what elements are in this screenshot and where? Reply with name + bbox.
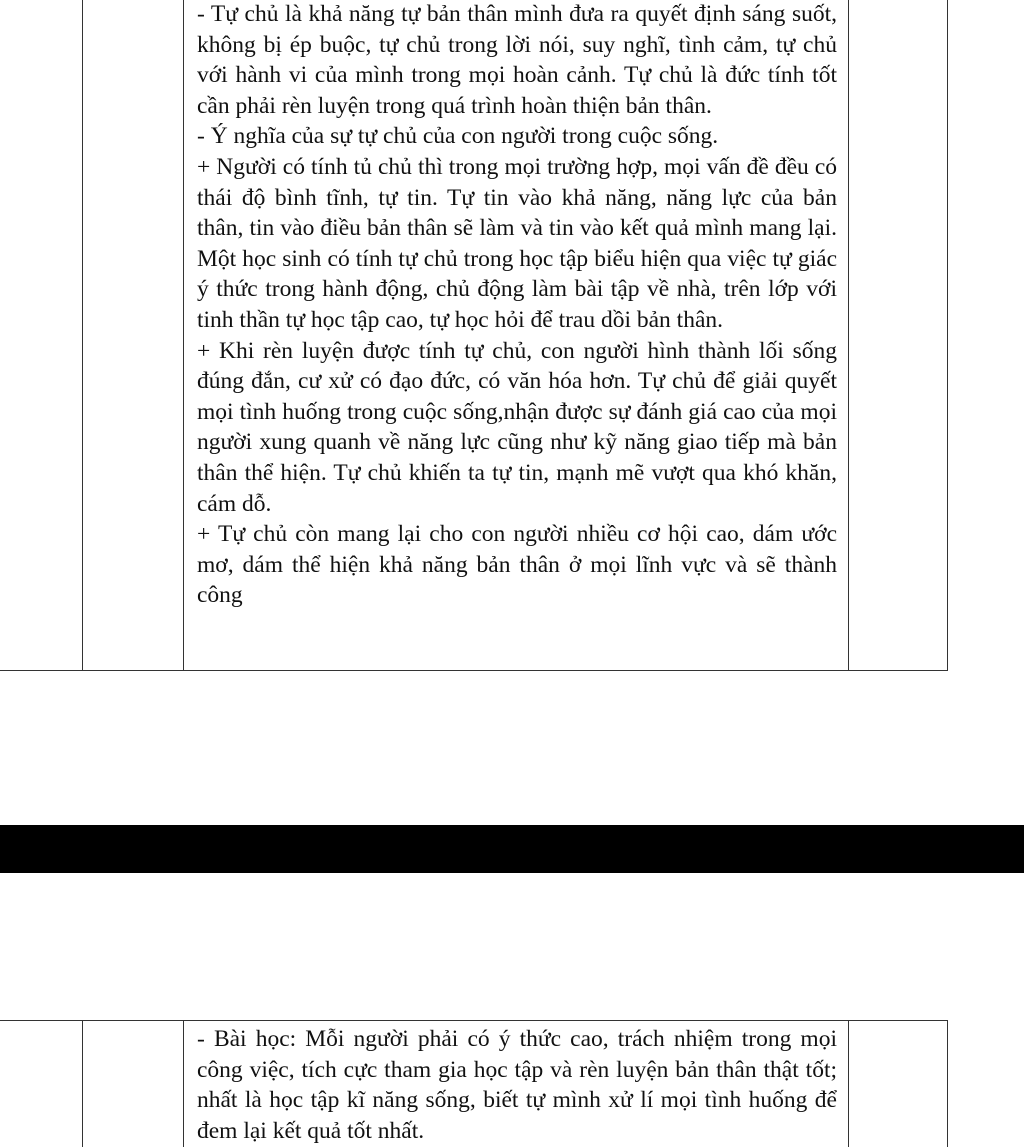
paragraph-definition: - Tự chủ là khả năng tự bản thân mình đưa ra quyết định sáng suốt, không bị ép buộc, tự chủ trong lời nói, suy nghĩ, tình cảm, tự chủ với hành vi của mình trong mọi hoàn cảnh. Tự chủ là đức tính tốt cần phải rèn luyện trong quá trình hoàn thiện bản thân. xyxy=(197,1,837,119)
paragraph-opportunity: + Tự chủ còn mang lại cho con người nhiều cơ hội cao, dám ước mơ, dám thể hiện khả năng bản thân ở mọi lĩnh vực và sẽ thành công xyxy=(197,521,837,609)
paragraph-lesson: - Bài học: Mỗi người phải có ý thức cao, trách nhiệm trong mọi công việc, tích cực tham gia học tập và rèn luyện bản thân thật tốt; nhất là học tập kĩ năng sống, biết tự mình xử lí mọi tình huống để đem lại kết quả tốt nhất. xyxy=(197,1026,837,1144)
upper-col-line-4 xyxy=(947,0,948,671)
upper-col-line-3 xyxy=(848,0,849,671)
upper-col-line-1 xyxy=(82,0,83,671)
lower-col-line-2 xyxy=(183,1020,184,1147)
lower-col-line-3 xyxy=(848,1020,849,1147)
paragraph-confidence: + Người có tính tủ chủ thì trong mọi trường hợp, mọi vấn đề đều có thái độ bình tĩnh, tự tin. Tự tin vào khả năng, năng lực của bản thân, tin vào điều bản thân sẽ làm và tin vào kết quả mình mang lại. Một học sinh có tính tự chủ trong học tập biểu hiện qua việc tự giác ý thức trong hành động, chủ động làm bài tập về nhà, trên lớp với tinh thần tự học tập cao, tự học hỏi để trau dồi bản thân. xyxy=(197,153,837,333)
upper-col-line-2 xyxy=(183,0,184,671)
upper-bottom-border xyxy=(0,670,948,671)
upper-cell-content xyxy=(197,0,837,611)
paragraph-lifestyle: + Khi rèn luyện được tính tự chủ, con người hình thành lối sống đúng đắn, cư xử có đạo đức, có văn hóa hơn. Tự chủ để giải quyết mọi tình huống trong cuộc sống,nhận được sự đánh giá cao của mọi người xung quanh về năng lực cũng như kỹ năng giao tiếp mà bản thân thể hiện. Tự chủ khiến ta tự tin, mạnh mẽ vượt qua khó khăn, cám dỗ. xyxy=(197,337,837,517)
page-separator-band xyxy=(0,825,1024,873)
lower-col-line-1 xyxy=(82,1020,83,1147)
lower-top-border xyxy=(0,1020,948,1021)
lower-col-line-4 xyxy=(947,1020,948,1147)
paragraph-meaning-heading: - Ý nghĩa của sự tự chủ của con người trong cuộc sống. xyxy=(197,123,719,150)
lower-cell-content xyxy=(197,1024,837,1146)
